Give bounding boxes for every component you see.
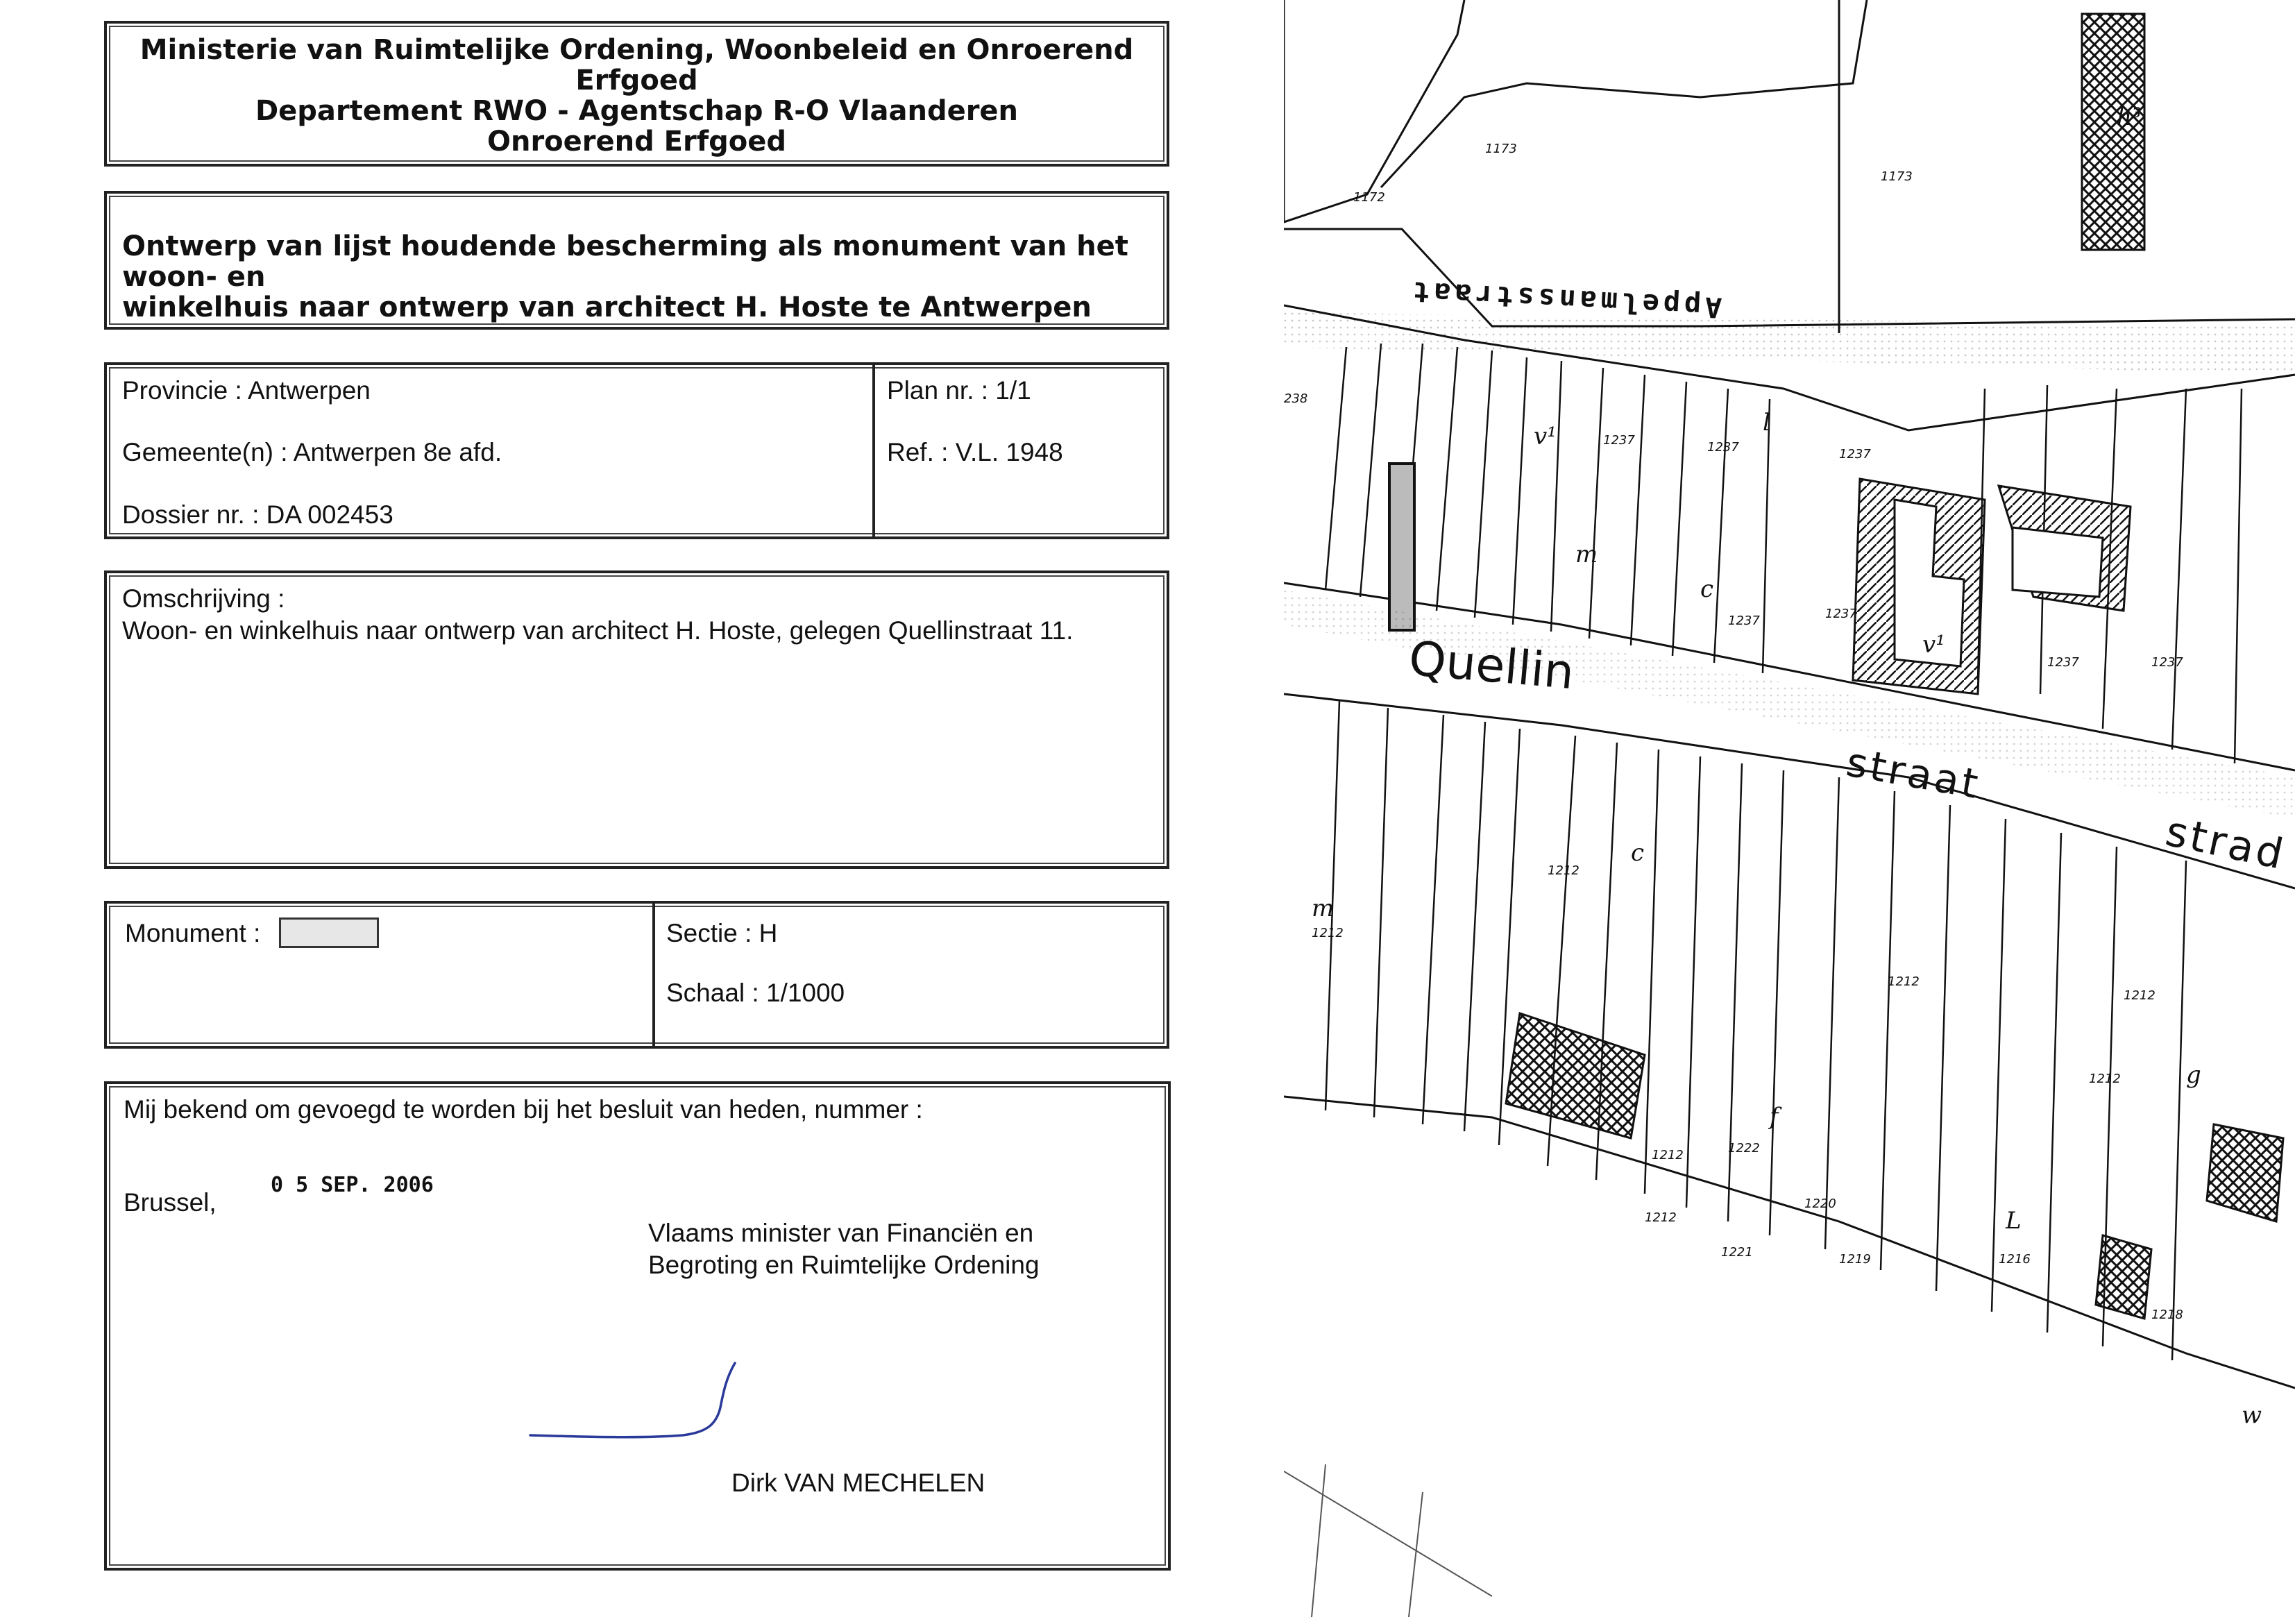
svg-text:1212: 1212	[2124, 988, 2156, 1003]
description-label: Omschrijving :	[122, 584, 285, 613]
svg-text:1237: 1237	[1707, 440, 1739, 455]
date-stamp: 0 5 SEP. 2006	[271, 1173, 434, 1197]
svg-text:m: m	[1575, 541, 1598, 568]
svg-text:1237: 1237	[2047, 655, 2079, 670]
svg-text:1212: 1212	[1645, 1210, 1677, 1225]
svg-text:238: 238	[1284, 391, 1308, 406]
signature-box	[104, 1081, 1171, 1571]
info-divider	[872, 365, 875, 536]
svg-text:c: c	[1700, 575, 1714, 603]
handwritten-signature	[523, 1348, 801, 1466]
svg-text:1212: 1212	[1312, 926, 1344, 940]
schaal-field: Schaal : 1/1000	[666, 979, 845, 1007]
cadastral-map	[1284, 0, 2295, 1624]
plan-field: Plan nr. : 1/1	[887, 376, 1031, 405]
title-line-2: winkelhuis naar ontwerp van architect H. Hoste te Antwerpen	[122, 291, 1092, 323]
svg-text:v¹: v¹	[1534, 423, 1557, 450]
svg-text:1237: 1237	[1825, 607, 1857, 621]
minister-title-1: Vlaams minister van Financiën en	[648, 1219, 1034, 1247]
decision-text: Mij bekend om gevoegd te worden bij het besluit van heden, nummer :	[124, 1095, 923, 1124]
svg-text:1221: 1221	[1721, 1245, 1753, 1260]
description-box	[104, 570, 1169, 869]
street-strad-label: strad	[2161, 806, 2290, 880]
svg-text:1212: 1212	[1652, 1148, 1684, 1162]
legend-box	[104, 901, 1169, 1049]
title-line-1: Ontwerp van lijst houdende bescherming als monument van het woon- en	[122, 230, 1128, 293]
department-name: Departement RWO - Agentschap R-O Vlaanderen	[255, 95, 1019, 127]
svg-text:1222: 1222	[1728, 1141, 1760, 1156]
ministry-name: Ministerie van Ruimtelijke Ordening, Woonbeleid en Onroerend Erfgoed	[139, 34, 1134, 96]
location-info-box	[104, 362, 1169, 539]
svg-text:f: f	[1770, 1103, 1779, 1131]
svg-text:1212: 1212	[1888, 974, 1920, 989]
legend-divider	[652, 904, 655, 1046]
svg-text:1237: 1237	[1839, 447, 1871, 462]
street-quellin-label: Quellin	[1407, 631, 1577, 701]
svg-text:1237: 1237	[1603, 433, 1635, 448]
document-title	[104, 191, 1169, 330]
svg-text:1173: 1173	[1485, 142, 1517, 156]
svg-text:1219: 1219	[1839, 1252, 1871, 1267]
svg-text:1237: 1237	[2151, 655, 2183, 670]
svg-text:l: l	[1763, 409, 1770, 437]
svg-text:1212: 1212	[2089, 1072, 2121, 1086]
dossier-field: Dossier nr. : DA 002453	[122, 500, 393, 529]
minister-name: Dirk VAN MECHELEN	[731, 1469, 985, 1497]
svg-text:1173: 1173	[1881, 169, 1913, 184]
minister-title-2: Begroting en Ruimtelijke Ordening	[648, 1251, 1040, 1279]
svg-text:1237: 1237	[1728, 614, 1760, 628]
svg-text:L: L	[2006, 1207, 2022, 1235]
description-text: Woon- en winkelhuis naar ontwerp van architect H. Hoste, gelegen Quellinstraat 11.	[122, 616, 1074, 645]
monument-swatch	[279, 917, 379, 948]
city-label: Brussel,	[124, 1188, 217, 1217]
svg-text:1172: 1172	[1353, 190, 1385, 205]
svg-text:g: g	[2186, 1061, 2201, 1089]
street-straat-label: straat	[1843, 738, 1985, 809]
svg-text:c: c	[1631, 839, 1645, 867]
svg-text:1220: 1220	[1804, 1196, 1836, 1211]
sectie-field: Sectie : H	[666, 919, 778, 947]
svg-text:1216: 1216	[1999, 1252, 2031, 1267]
svg-text:w: w	[2242, 1401, 2262, 1429]
agency-name: Onroerend Erfgoed	[486, 126, 787, 158]
svg-text:v¹: v¹	[1922, 631, 1945, 659]
monument-label: Monument :	[125, 919, 261, 947]
ministry-header	[104, 21, 1169, 167]
ref-field: Ref. : V.L. 1948	[887, 438, 1063, 466]
svg-text:m: m	[1312, 895, 1335, 922]
svg-text:h³: h³	[2117, 103, 2142, 131]
svg-text:1218: 1218	[2151, 1308, 2183, 1322]
provincie-field: Provincie : Antwerpen	[122, 376, 371, 405]
street-appelmansstraat: Appelmansstraat	[1408, 275, 1723, 323]
gemeente-field: Gemeente(n) : Antwerpen 8e afd.	[122, 438, 502, 466]
svg-text:1212: 1212	[1548, 863, 1580, 878]
